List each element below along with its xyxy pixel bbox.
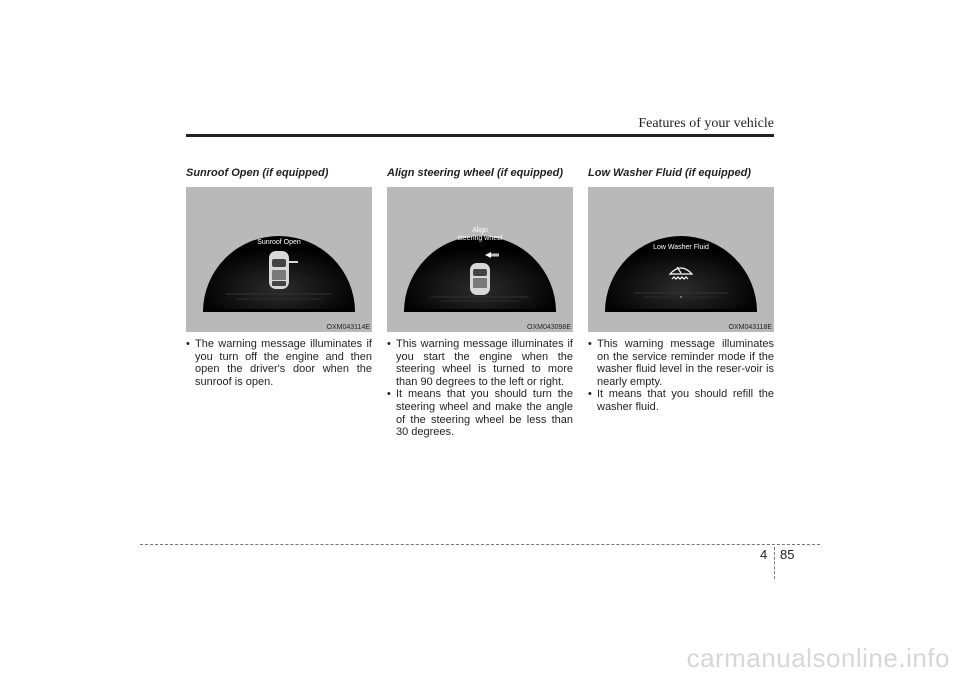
bullet-item: • It means that you should turn the steering wheel and make the angle of the steering wheel be less than 30 degrees. <box>387 388 573 438</box>
cluster-display-graphic <box>588 187 774 332</box>
bullet-item: • It means that you should refill the washer fluid. <box>588 388 774 413</box>
section-heading: Low Washer Fluid (if equipped) <box>588 167 751 179</box>
section-align-steering <box>387 166 573 439</box>
display-message-line-1: Align <box>472 227 488 234</box>
section-sunroof-open <box>186 166 372 388</box>
section-heading: Sunroof Open (if equipped) <box>186 167 329 179</box>
header-rule <box>186 134 774 137</box>
page-number <box>748 547 818 579</box>
cluster-display-graphic <box>186 187 372 332</box>
bullet-item: • The warning message illuminates if you turn off the engine and then open the driver's door when the sunroof is open. <box>186 338 372 388</box>
display-message: Low Washer Fluid <box>653 244 709 251</box>
bullet-list <box>588 338 774 414</box>
bullet-list <box>186 338 372 388</box>
bullet-item: • This warning message illuminates if you start the engine when the steering wheel is turned to more than 90 degrees to the left or right. <box>387 338 573 388</box>
chapter-number: 4 <box>760 547 768 562</box>
figure-code: OXM043114E <box>326 324 370 331</box>
bullet-item: • This warning message illuminates on the service reminder mode if the washer fluid level in the reser-voir is nearly empty. <box>588 338 774 388</box>
watermark: carmanualsonline.info <box>686 643 950 673</box>
cluster-display-image <box>387 187 573 332</box>
page-number-value: 85 <box>780 547 795 562</box>
figure-code: OXM043098E <box>527 324 571 331</box>
figure-code: OXM043118E <box>728 324 772 331</box>
cluster-display-graphic <box>387 187 573 332</box>
footer-rule <box>140 544 820 545</box>
running-header: Features of your vehicle <box>638 116 774 131</box>
cluster-display-image <box>588 187 774 332</box>
bullet-list <box>387 338 573 439</box>
page-number-divider <box>774 547 775 579</box>
car-top-view-icon <box>470 263 490 295</box>
section-low-washer-fluid <box>588 166 774 414</box>
display-message-line-2: steering wheel <box>457 235 503 242</box>
cluster-display-image <box>186 187 372 332</box>
display-message: Sunroof Open <box>257 239 301 246</box>
section-heading: Align steering wheel (if equipped) <box>387 167 564 179</box>
